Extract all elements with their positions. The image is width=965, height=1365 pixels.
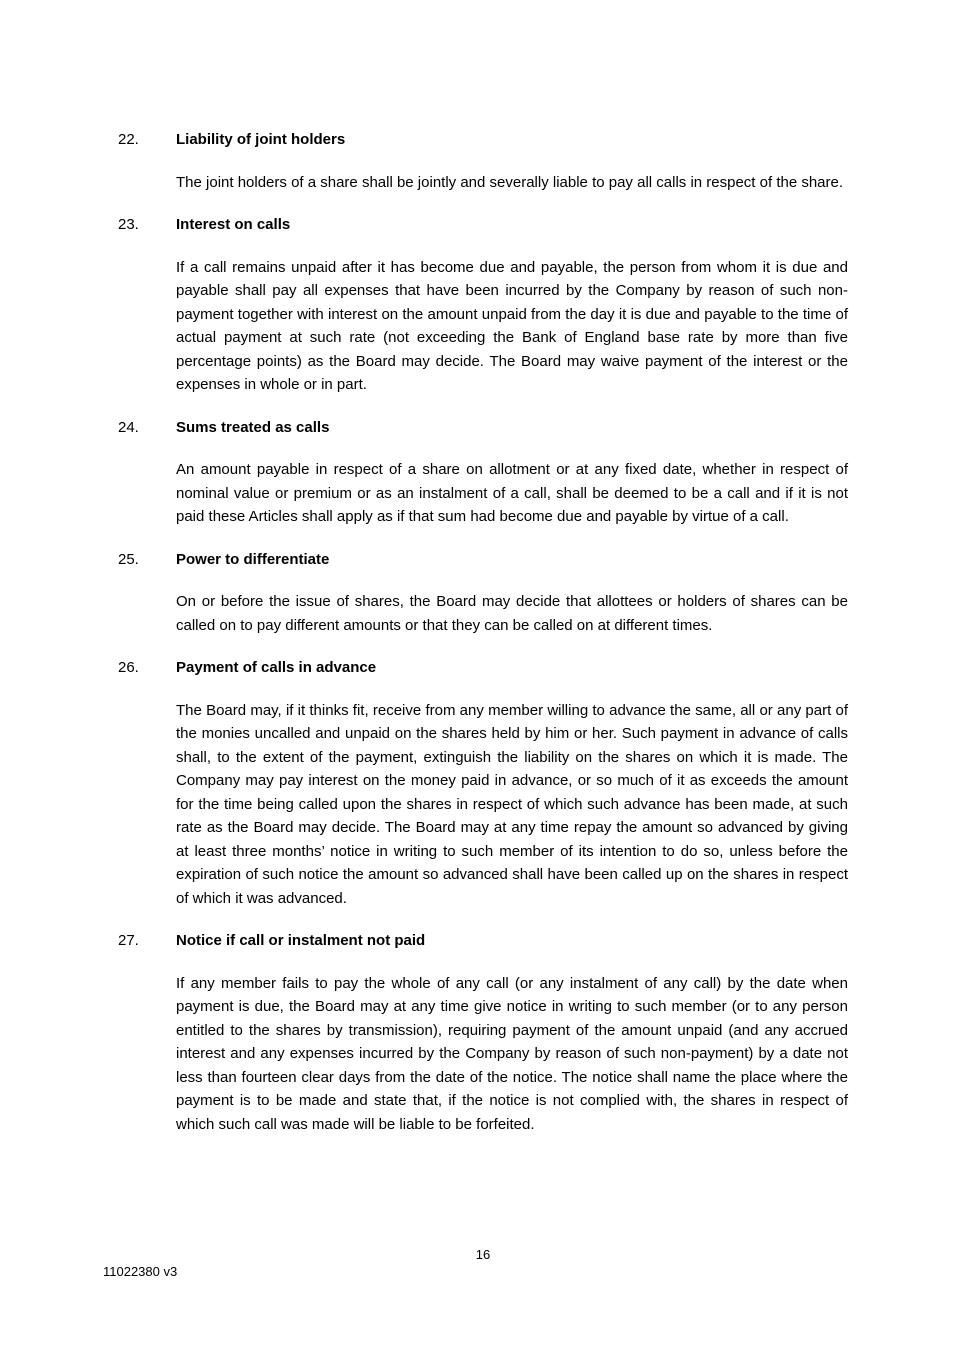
section-content [176, 416, 848, 548]
section-number: 24. [118, 418, 139, 436]
section-heading: Notice if call or instalment not paid [176, 932, 426, 949]
article-section-24 [118, 416, 848, 548]
article-section-25 [118, 548, 848, 657]
section-heading: Interest on calls [176, 216, 291, 233]
section-content [176, 929, 848, 1155]
article-section-23 [118, 213, 848, 416]
section-body: If a call remains unpaid after it has become due and payable, the person from whom it is due and payable shall pay all expenses that have been incurred by the Company by reason of such non-payment together with interest on the amount unpaid from the day it is due and payable to the time of actual payment at such rate (not exceeding the Bank of England base rate by more than five percentage points) as the Board may decide. The Board may waive payment of the interest or the expenses in whole or in part. [176, 258, 848, 393]
section-heading: Power to differentiate [176, 550, 330, 568]
section-number: 25. [118, 550, 139, 568]
article-section-26 [118, 656, 848, 929]
section-content [176, 213, 848, 416]
section-heading: Liability of joint holders [176, 131, 346, 148]
section-body: The joint holders of a share shall be jointly and severally liable to pay all calls in respect of the share. [176, 173, 844, 191]
section-body: On or before the issue of shares, the Board may decide that allottees or holders of shares can be called on to pay different amounts or that they can be called on at different times. [176, 593, 848, 634]
section-heading: Sums treated as calls [176, 418, 330, 436]
section-body: The Board may, if it thinks fit, receive from any member willing to advance the same, all or any part of the monies uncalled and unpaid on the shares held by him or her. Such payment in advance of calls shall, to the extent of the payment, extinguish the liability on the shares on which it is made. The Company may pay interest on the money paid in advance, or so much of it as exceeds the amount for the time being called upon the shares in respect of which such advance has been made, at such rate as the Board may decide. The Board may at any time repay the amount so advanced by giving at least three months’ notice in writing to such member of its intention to do so, unless before the expiration of such notice the amount so advanced shall have been called up on the shares in respect of which it was advanced. [176, 701, 848, 907]
section-body: An amount payable in respect of a share on allotment or at any fixed date, whether in respect of nominal value or premium or as an instalment of a call, shall be deemed to be a call and if it is not paid these Articles shall apply as if that sum had become due and payable by virtue of a call. [176, 461, 848, 525]
document-reference: 11022380 v3 [103, 1264, 178, 1279]
section-content [176, 656, 848, 929]
article-section-22 [118, 128, 848, 213]
section-number: 27. [118, 932, 139, 949]
section-number: 23. [118, 216, 139, 233]
section-number: 22. [118, 131, 139, 148]
article-section-27 [118, 929, 848, 1155]
section-content [176, 548, 848, 657]
page-number: 16 [475, 1247, 491, 1262]
section-heading: Payment of calls in advance [176, 659, 377, 676]
section-body: If any member fails to pay the whole of any call (or any instalment of any call) by the date when payment is due, the Board may at any time give notice in writing to such member (or to any person entitled to the shares by transmission), requiring payment of the amount unpaid (and any accrued interest and any expenses incurred by the Company by reason of such non-payment) by a date not less than fourteen clear days from the date of the notice. The notice shall name the place where the payment is to be made and state that, if the notice is not complied with, the shares in respect of which such call was made will be liable to be forfeited. [176, 974, 848, 1133]
section-content [176, 128, 848, 213]
section-number: 26. [118, 659, 139, 676]
articles-content [118, 128, 848, 1155]
